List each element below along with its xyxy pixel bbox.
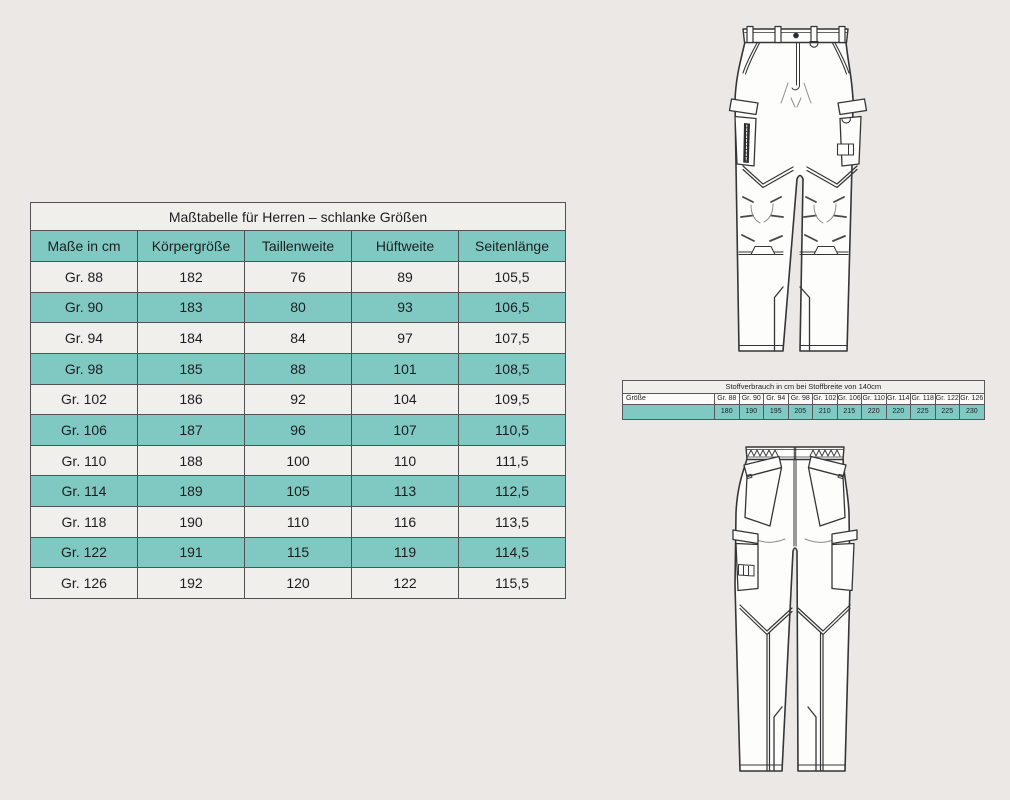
measure-cell: 89 (352, 262, 459, 293)
measure-cell: 96 (245, 415, 352, 446)
size-table-row (31, 568, 566, 599)
measure-cell: 110,5 (459, 415, 566, 446)
fabric-value-cell: 195 (764, 405, 789, 420)
measure-cell: 104 (352, 384, 459, 415)
size-table-title-row (31, 203, 566, 231)
waist-button (793, 33, 799, 39)
fabric-size-header: Gr. 118 (911, 394, 936, 405)
size-table-row (31, 353, 566, 384)
belt-loop (775, 27, 781, 43)
size-table (30, 202, 566, 599)
fabric-size-header: Gr. 98 (788, 394, 813, 405)
shin-tab (751, 247, 775, 255)
fabric-title-row (623, 381, 985, 394)
measure-cell: 111,5 (459, 445, 566, 476)
ruler-pocket (739, 565, 755, 577)
fabric-value-cell: 220 (862, 405, 887, 420)
fabric-size-header: Gr. 126 (960, 394, 985, 405)
fabric-value-cell: 205 (788, 405, 813, 420)
size-table-row (31, 262, 566, 293)
size-cell: Gr. 118 (31, 507, 138, 538)
fabric-value-cell: 180 (715, 405, 740, 420)
size-table-row (31, 415, 566, 446)
size-cell: Gr. 90 (31, 292, 138, 323)
size-cell: Gr. 98 (31, 353, 138, 384)
size-table-row (31, 476, 566, 507)
front-silhouette (735, 42, 853, 351)
measure-cell: 182 (138, 262, 245, 293)
measure-cell: 190 (138, 507, 245, 538)
size-table-row (31, 507, 566, 538)
measure-cell: 116 (352, 507, 459, 538)
measure-cell: 113 (352, 476, 459, 507)
fabric-table-container (622, 380, 985, 420)
measure-cell: 105,5 (459, 262, 566, 293)
belt-loop (811, 27, 817, 43)
pants-front-illustration (700, 15, 900, 370)
size-cell: Gr. 122 (31, 537, 138, 568)
fabric-size-row (623, 394, 985, 405)
size-table-column-header: Taillenweite (245, 231, 352, 262)
measure-cell: 115,5 (459, 568, 566, 599)
measure-cell: 113,5 (459, 507, 566, 538)
size-cell: Gr. 88 (31, 262, 138, 293)
measure-cell: 108,5 (459, 353, 566, 384)
pants-back-drawing (695, 435, 895, 795)
measure-cell: 184 (138, 323, 245, 354)
size-table-header-row (31, 231, 566, 262)
pants-back-illustration (695, 435, 895, 795)
fabric-value-cell: 220 (886, 405, 911, 420)
measure-cell: 186 (138, 384, 245, 415)
measure-cell: 188 (138, 445, 245, 476)
measure-cell: 109,5 (459, 384, 566, 415)
fabric-value-cell: 215 (837, 405, 862, 420)
measure-cell: 101 (352, 353, 459, 384)
fabric-empty-cell (623, 405, 715, 420)
measure-cell: 183 (138, 292, 245, 323)
size-cell: Gr. 114 (31, 476, 138, 507)
back-cargo-pocket-right (832, 544, 854, 591)
size-table-title: Maßtabelle für Herren – schlanke Größen (31, 203, 566, 231)
measure-cell: 92 (245, 384, 352, 415)
measure-cell: 112,5 (459, 476, 566, 507)
size-table-row (31, 445, 566, 476)
size-table-row (31, 292, 566, 323)
size-table-row (31, 323, 566, 354)
fabric-size-header: Gr. 122 (935, 394, 960, 405)
measure-cell: 76 (245, 262, 352, 293)
fabric-size-header: Gr. 102 (813, 394, 838, 405)
fabric-size-header: Gr. 94 (764, 394, 789, 405)
small-pocket (838, 144, 854, 155)
measure-cell: 93 (352, 292, 459, 323)
size-table-container (30, 202, 566, 599)
fabric-value-cell: 225 (911, 405, 936, 420)
size-table-column-header: Hüftweite (352, 231, 459, 262)
measure-cell: 107,5 (459, 323, 566, 354)
size-cell: Gr. 110 (31, 445, 138, 476)
fabric-size-header: Gr. 110 (862, 394, 887, 405)
size-table-row (31, 537, 566, 568)
belt-loop (747, 27, 753, 43)
fabric-table (622, 380, 985, 420)
measure-cell: 189 (138, 476, 245, 507)
size-cell: Gr. 102 (31, 384, 138, 415)
shin-tab (814, 247, 838, 255)
measure-cell: 88 (245, 353, 352, 384)
measure-cell: 100 (245, 445, 352, 476)
measure-cell: 106,5 (459, 292, 566, 323)
size-table-column-header: Maße in cm (31, 231, 138, 262)
fabric-value-cell: 190 (739, 405, 764, 420)
measure-cell: 80 (245, 292, 352, 323)
belt-loop (839, 27, 845, 43)
measure-cell: 110 (352, 445, 459, 476)
size-table-column-header: Seitenlänge (459, 231, 566, 262)
measure-cell: 187 (138, 415, 245, 446)
fabric-row-label: Größe (623, 394, 715, 405)
measure-cell: 105 (245, 476, 352, 507)
fabric-size-header: Gr. 88 (715, 394, 740, 405)
fabric-table-title: Stoffverbrauch in cm bei Stoffbreite von 140cm (623, 381, 985, 394)
fabric-size-header: Gr. 90 (739, 394, 764, 405)
measure-cell: 114,5 (459, 537, 566, 568)
size-cell: Gr. 106 (31, 415, 138, 446)
size-cell: Gr. 126 (31, 568, 138, 599)
fabric-value-cell: 225 (935, 405, 960, 420)
fabric-value-cell: 210 (813, 405, 838, 420)
size-table-column-header: Körpergröße (138, 231, 245, 262)
measure-cell: 185 (138, 353, 245, 384)
fabric-size-header: Gr. 114 (886, 394, 911, 405)
measure-cell: 115 (245, 537, 352, 568)
fabric-size-header: Gr. 106 (837, 394, 862, 405)
measure-cell: 97 (352, 323, 459, 354)
pants-front-drawing (700, 15, 900, 370)
measure-cell: 122 (352, 568, 459, 599)
measure-cell: 191 (138, 537, 245, 568)
measure-cell: 110 (245, 507, 352, 538)
size-table-row (31, 384, 566, 415)
measure-cell: 84 (245, 323, 352, 354)
fabric-value-row (623, 405, 985, 420)
size-cell: Gr. 94 (31, 323, 138, 354)
measure-cell: 107 (352, 415, 459, 446)
measure-cell: 119 (352, 537, 459, 568)
fabric-value-cell: 230 (960, 405, 985, 420)
measure-cell: 192 (138, 568, 245, 599)
measure-cell: 120 (245, 568, 352, 599)
cargo-pocket-right (840, 117, 861, 167)
